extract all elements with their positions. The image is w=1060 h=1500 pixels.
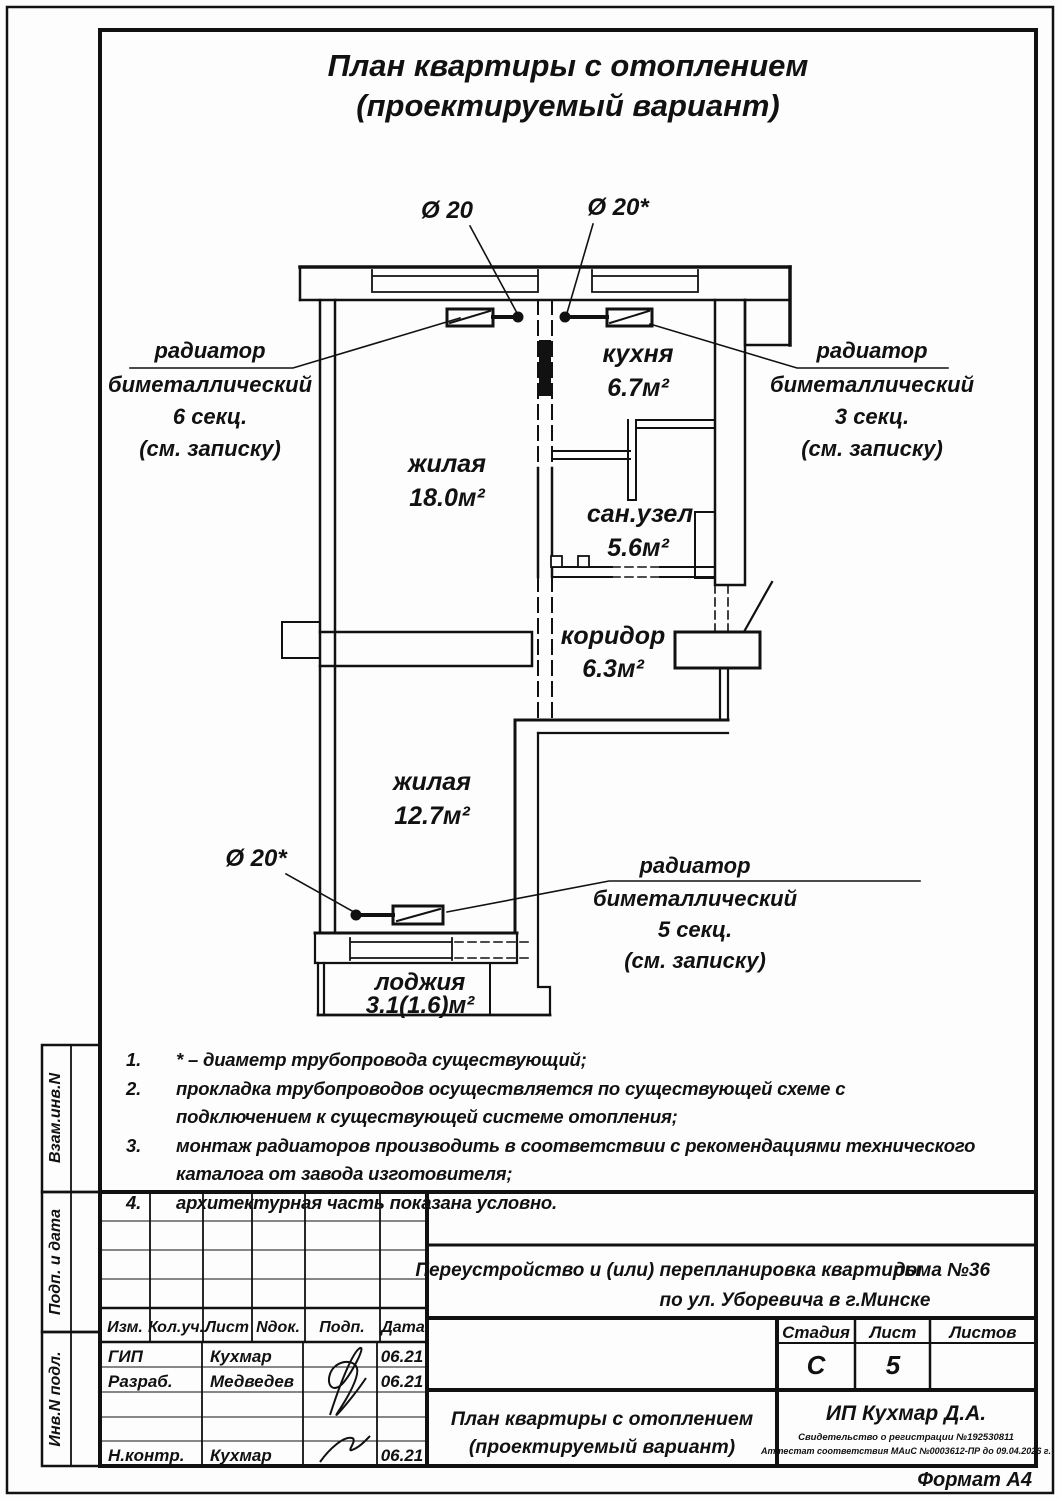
strip-label-inv: Инв.N подл. [47,1351,64,1447]
radiator-5-line3: 5 секц. [657,917,733,942]
pipe-label-bottom: Ø 20* [225,845,287,872]
door-jamb-mark [578,556,589,567]
sheet-value: 5 [885,1350,901,1380]
room-bathroom-name: сан.узел [586,500,694,528]
col-list: Лист [205,1319,249,1336]
plan-labels [108,194,975,1019]
signature-nkontr [320,1436,370,1462]
room-kitchen-area: 6.7м² [607,374,669,402]
room-bathroom-area: 5.6м² [607,534,669,562]
project-name [415,1260,990,1311]
col-kol: Кол.уч. [147,1319,205,1336]
signature-gip-razrab [329,1348,366,1415]
radiator-3-line1: радиатор [816,338,928,363]
note-number: 2. [126,1078,142,1099]
corridor-bottom-wall [515,720,728,733]
window-living-top [372,270,538,292]
company-cert1: Свидетельство о регистрации №192530811 [798,1432,1014,1443]
pipe-label-top-left: Ø 20 [420,197,474,224]
note-number: 1. [126,1049,142,1070]
central-partition [538,300,552,718]
note-text: архитектурная часть показана условно. [176,1192,557,1213]
room-living1-area: 18.0м² [409,484,485,512]
stage-header [782,1323,1016,1342]
radiator-5-line2: биметаллический [592,886,798,911]
drawing-frame [100,30,1036,1466]
stage-label: Стадия [782,1323,850,1342]
window-loggia [350,938,452,960]
radiator-6-line2: биметаллический [107,372,313,397]
col-izm: Изм. [107,1319,143,1336]
room-corridor-name: коридор [560,622,666,650]
row-razrab-date: 06.21 [380,1372,424,1391]
company-name: ИП Кухмар Д.А. [825,1402,987,1425]
radiator-label-6sec [108,338,313,461]
radiator-6-line1: радиатор [154,338,266,363]
right-exterior-wall [715,300,745,585]
row-razrab-role: Разраб. [108,1372,173,1391]
note-text: * – диаметр трубопровода существующий; [176,1049,587,1070]
company-cert2: Аттестат соответствия МАиС №0003612-ПР до 09.04.2026 г. [761,1446,1051,1456]
note-item-4 [126,1189,982,1217]
door-jamb-mark [551,556,562,567]
col-podp: Подп. [319,1319,365,1336]
titleblock-header-row [107,1319,425,1336]
note-item-1 [126,1046,982,1074]
radiator-label-5sec [593,853,798,973]
row-nkontr-date: 06.21 [380,1446,424,1465]
strip-label-vzam: Взам.инв.N [47,1073,64,1163]
signatures [320,1348,370,1462]
doc-title-line1: План квартиры с отоплением [450,1408,754,1430]
project-line2: по ул. Уборевича в г.Минске [659,1290,931,1311]
col-ndok: Nдок. [256,1319,300,1336]
drawing-title-line2: (проектируемый вариант) [356,88,780,123]
note-item-2 [126,1075,982,1131]
door-leaf [745,582,772,630]
room-living2-area: 12.7м² [394,802,470,830]
top-exterior-wall [300,267,790,345]
doc-title-line2: (проектируемый вариант) [468,1436,736,1458]
row-nkontr-name: Кухмар [210,1446,272,1465]
row-nkontr-role: Н.контр. [108,1446,185,1465]
radiator-6-line4: (см. записку) [139,436,281,461]
signature-rows [108,1347,423,1465]
notes-list [126,1046,982,1218]
entrance-pier [675,632,760,668]
note-text: монтаж радиаторов производить в соответствии с рекомендациями технического каталога от завода изготовителя; [176,1135,976,1184]
project-line1b: дома №36 [893,1260,991,1281]
room-loggia-name: лоджия [374,969,466,996]
project-line1: Переустройство и (или) перепланировка квартиры [415,1260,921,1281]
drawing-title [328,48,809,123]
note-item-3 [126,1132,982,1188]
room-kitchen-name: кухня [602,340,674,368]
drawing-title-line1: План квартиры с отоплением [327,48,809,83]
sheets-label: Листов [949,1323,1017,1342]
row-razrab-name: Медведев [210,1372,295,1391]
row-gip-date: 06.21 [380,1347,424,1366]
strip-label-podp: Подп. и дата [47,1209,64,1315]
pipe-label-top-right: Ø 20* [587,194,649,221]
doc-title [451,1408,754,1458]
interior-wall-mid [320,632,532,666]
lower-right-wall [515,720,550,1015]
col-data: Дата [381,1319,425,1336]
room-loggia-area: 3.1(1.6)м² [365,992,475,1019]
radiator-3-line3: 3 секц. [834,404,910,429]
room-living2-name: жилая [393,768,471,796]
company-block [760,1402,1051,1456]
room-living1-name: жилая [408,450,486,478]
bathroom-duct [695,512,715,578]
existing-riser-segment [539,340,551,396]
stage-values [807,1350,901,1380]
row-gip-role: ГИП [108,1347,143,1366]
note-text: прокладка трубопроводов осуществляется по существующей схеме с подключением к существующей системе отопления; [176,1078,846,1127]
window-kitchen [592,270,698,292]
radiator-5-line1: радиатор [639,853,751,878]
stage-value: С [806,1350,826,1380]
note-number: 4. [126,1192,142,1213]
radiator-5-line4: (см. записку) [624,948,766,973]
radiator-3-line4: (см. записку) [801,436,943,461]
radiator-6-line3: 6 секц. [172,404,248,429]
radiator-3-line2: биметаллический [769,372,975,397]
format-label: Формат А4 [917,1469,1032,1491]
entrance-door [675,582,772,720]
row-gip-name: Кухмар [210,1347,272,1366]
note-number: 3. [126,1135,142,1156]
room-corridor-area: 6.3м² [582,655,644,683]
radiator-label-3sec [770,338,975,461]
titleblock-text [107,1260,1051,1465]
sheet-label: Лист [869,1323,917,1342]
side-strip-labels [47,1073,64,1447]
